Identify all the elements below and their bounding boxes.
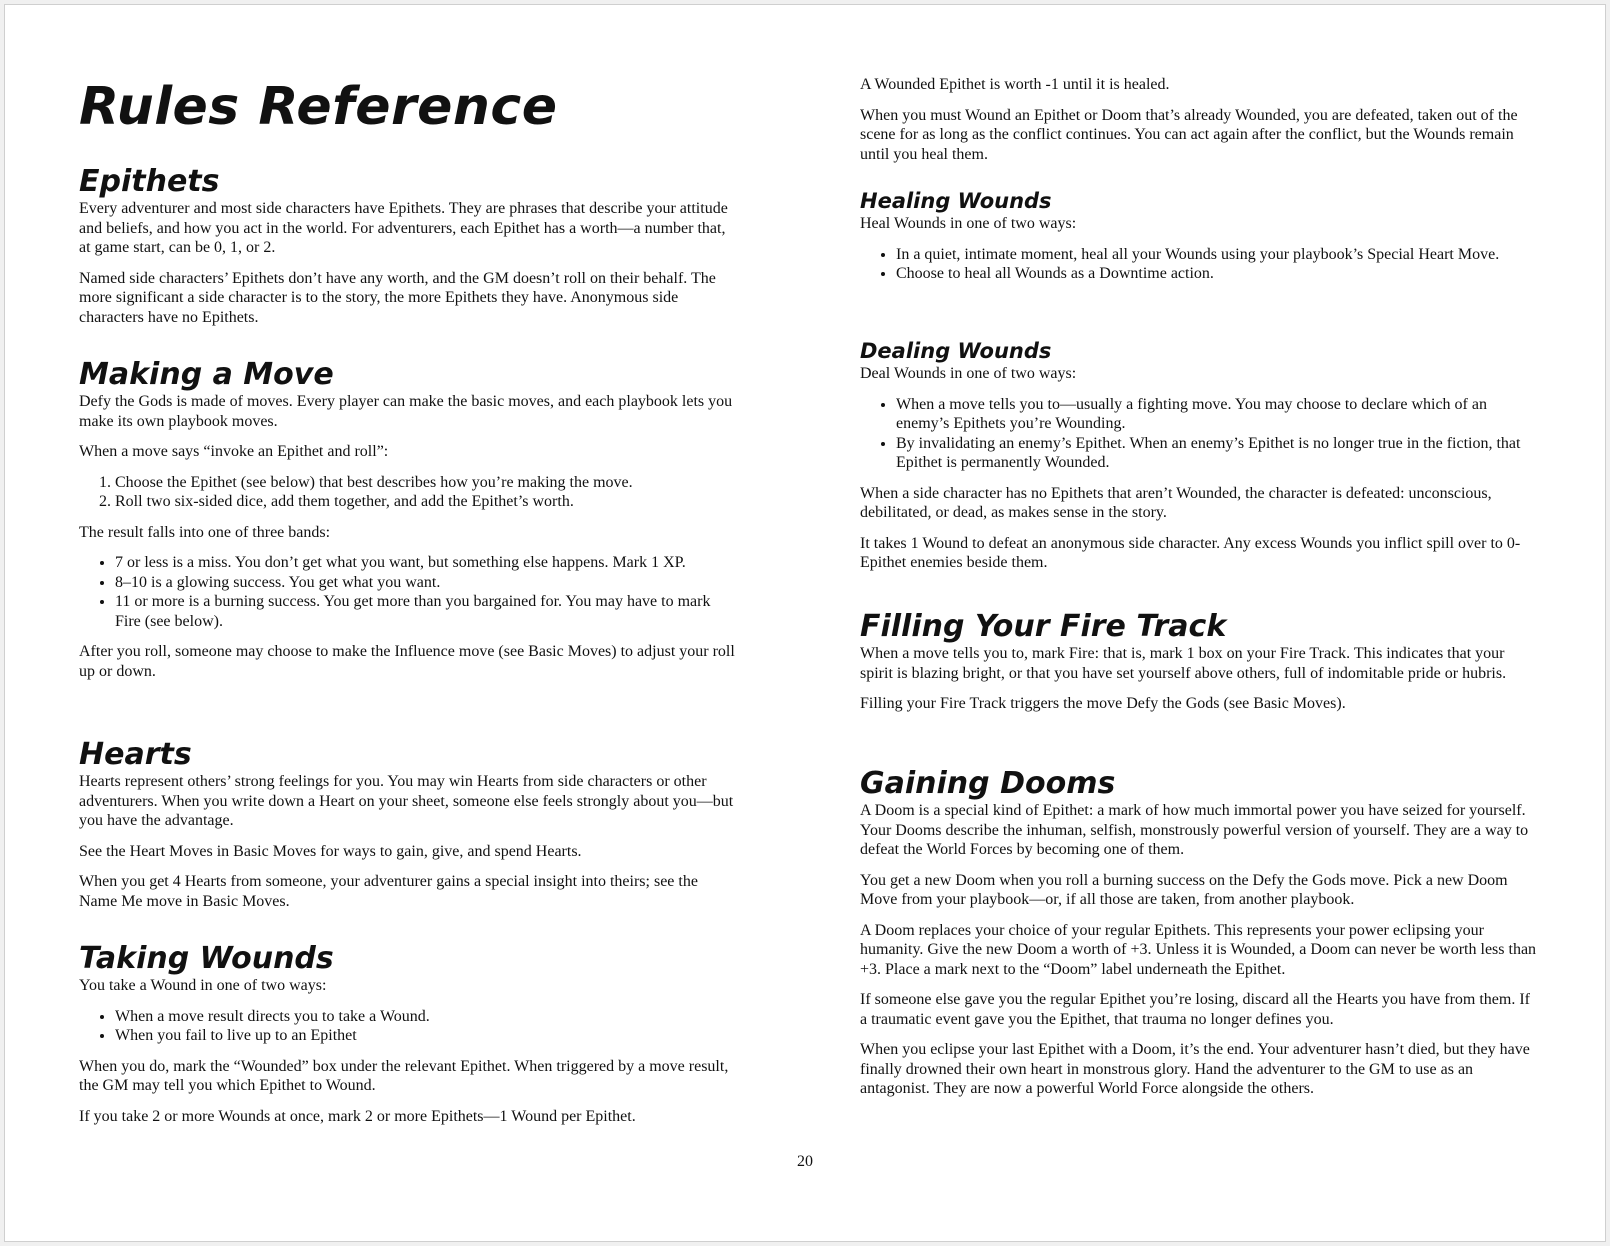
- dooms-paragraph-3: A Doom replaces your choice of your regular Epithets. This represents your power eclipsing your humanity. Give the new Doom a worth of +3. Unless it is Wounded, a Doom can never be worth less than +3. Place a mark next to the “Doom” label underneath the Epithet.: [860, 921, 1537, 978]
- dooms-paragraph-2: You get a new Doom when you roll a burning success on the Defy the Gods move. Pick a new Doom Move from your playbook—or, if all those are taken, from another playbook.: [860, 871, 1508, 908]
- list-item: • When a move tells you to—usually a fighting move. You may choose to declare which of an enemy’s Epithets you’re Wounding.: [896, 395, 1540, 434]
- list-item: • 11 or more is a burning success. You get more than you bargained for. You may have to mark Fire (see below).: [115, 592, 739, 631]
- taking-wounds-paragraph-3: If you take 2 or more Wounds at once, mark 2 or more Epithets—1 Wound per Epithet.: [79, 1107, 636, 1125]
- section-epithets: [79, 165, 739, 338]
- section-healing-wounds: [860, 188, 1540, 295]
- heading-healing-wounds: Healing Wounds: [860, 189, 1052, 213]
- taking-wounds-paragraph-1: You take a Wound in one of two ways:: [79, 977, 327, 994]
- section-making-a-move: [79, 358, 739, 692]
- section-fire-track: [860, 610, 1540, 725]
- list-item: • When a move result directs you to take a Wound.: [115, 1007, 739, 1027]
- dealing-paragraph-1: Deal Wounds in one of two ways:: [860, 365, 1077, 382]
- taking-wounds-list: [79, 1007, 739, 1046]
- list-item: • When you fail to live up to an Epithet: [115, 1026, 739, 1046]
- hearts-paragraph-2: See the Heart Moves in Basic Moves for ways to gain, give, and spend Hearts.: [79, 842, 582, 860]
- list-item: 1. Choose the Epithet (see below) that best describes how you’re making the move.: [115, 473, 739, 493]
- heading-gaining-dooms: Gaining Dooms: [860, 766, 1116, 801]
- healing-paragraph-1: Heal Wounds in one of two ways:: [860, 215, 1077, 232]
- healing-list: [860, 245, 1540, 284]
- roll-steps-list: [79, 473, 739, 512]
- dealing-list: [860, 395, 1540, 473]
- taking-wounds-paragraph-2: When you do, mark the “Wounded” box under the relevant Epithet. When triggered by a move result, the GM may tell you which Epithet to Wound.: [79, 1057, 729, 1094]
- heading-fire-track: Filling Your Fire Track: [860, 609, 1227, 644]
- list-item: • By invalidating an enemy’s Epithet. When an enemy’s Epithet is no longer true in the fiction, that Epithet is permanently Wounded.: [896, 434, 1540, 473]
- hearts-paragraph-1: Hearts represent others’ strong feelings for you. You may win Hearts from side characters or other adventurers. When you write down a Heart on your sheet, someone else feels strongly about you—but you have the advantage.: [79, 773, 734, 829]
- section-dealing-wounds: [860, 338, 1540, 584]
- dealing-paragraph-2: When a side character has no Epithets that aren’t Wounded, the character is defeated: unconscious, debilitated, or dead, as makes sense in the story.: [860, 484, 1492, 521]
- list-item: • 8–10 is a glowing success. You get what you want.: [115, 573, 739, 593]
- making-move-paragraph-2: When a move says “invoke an Epithet and roll”:: [79, 443, 389, 460]
- epithets-paragraph-2: Named side characters’ Epithets don’t have any worth, and the GM doesn’t roll on their behalf. The more significant a side character is to the story, the more Epithets they have. Anonymous side characters have no Epithets.: [79, 269, 716, 326]
- dooms-paragraph-1: A Doom is a special kind of Epithet: a mark of how much immortal power you have seized for yourself. Your Dooms describe the inhuman, selfish, monstrously powerful version of yourself. They are a way to defeat the World Forces by becoming one of them.: [860, 802, 1529, 858]
- heading-hearts: Hearts: [79, 737, 192, 772]
- page-title: Rules Reference: [79, 77, 558, 137]
- dooms-paragraph-5: When you eclipse your last Epithet with a Doom, it’s the end. Your adventurer hasn’t died, but they have finally drowned their own heart in monstrous glory. Hand the adventurer to the GM to use as an antagonist. They are now a powerful World Force alongside the others.: [860, 1041, 1530, 1097]
- heading-dealing-wounds: Dealing Wounds: [860, 339, 1052, 363]
- result-bands-list: [79, 553, 739, 631]
- list-item: • 7 or less is a miss. You don’t get what you want, but something else happens. Mark 1 XP.: [115, 553, 739, 573]
- hearts-paragraph-3: When you get 4 Hearts from someone, your adventurer gains a special insight into theirs; see the Name Me move in Basic Moves.: [79, 873, 698, 910]
- section-hearts: [79, 738, 739, 922]
- fire-paragraph-2: Filling your Fire Track triggers the move Defy the Gods (see Basic Moves).: [860, 695, 1346, 712]
- heading-making-a-move: Making a Move: [79, 357, 334, 392]
- wounded-paragraph-2: When you must Wound an Epithet or Doom that’s already Wounded, you are defeated, taken out of the scene for as long as the conflict continues. You can act again after the conflict, but the Wounds remain until you heal them.: [860, 106, 1518, 163]
- dooms-paragraph-4: If someone else gave you the regular Epithet you’re losing, discard all the Hearts you have from them. If a traumatic event gave you the Epithet, that trauma no longer defines you.: [860, 991, 1530, 1028]
- making-move-paragraph-1: Defy the Gods is made of moves. Every player can make the basic moves, and each playbook lets you make its own playbook moves.: [79, 393, 733, 430]
- wounded-paragraph-1: A Wounded Epithet is worth -1 until it is healed.: [860, 76, 1170, 93]
- making-move-paragraph-4: After you roll, someone may choose to make the Influence move (see Basic Moves) to adjust your roll up or down.: [79, 643, 735, 680]
- section-wounded-intro: [860, 75, 1540, 175]
- heading-epithets: Epithets: [79, 164, 220, 199]
- list-item: • In a quiet, intimate moment, heal all your Wounds using your playbook’s Special Heart Move.: [896, 245, 1540, 265]
- document-page: [4, 4, 1606, 1242]
- epithets-paragraph-1: Every adventurer and most side characters have Epithets. They are phrases that describe your attitude and beliefs, and how you act in the world. For adventurers, each Epithet has a worth—a number that, at game start, can be 0, 1, or 2.: [79, 200, 728, 256]
- section-gaining-dooms: [860, 767, 1540, 1110]
- list-item: • Choose to heal all Wounds as a Downtime action.: [896, 264, 1540, 284]
- page-number: 20: [797, 1153, 813, 1170]
- fire-paragraph-1: When a move tells you to, mark Fire: that is, mark 1 box on your Fire Track. This indicates that your spirit is blazing bright, or that you have set yourself above others, full of indomitable pride or hubris.: [860, 645, 1507, 682]
- section-taking-wounds: [79, 942, 739, 1137]
- list-item: 2. Roll two six-sided dice, add them together, and add the Epithet’s worth.: [115, 492, 739, 512]
- making-move-paragraph-3: The result falls into one of three bands:: [79, 523, 331, 541]
- dealing-paragraph-3: It takes 1 Wound to defeat an anonymous side character. Any excess Wounds you inflict spill over to 0-Epithet enemies beside them.: [860, 534, 1521, 571]
- heading-taking-wounds: Taking Wounds: [79, 941, 334, 976]
